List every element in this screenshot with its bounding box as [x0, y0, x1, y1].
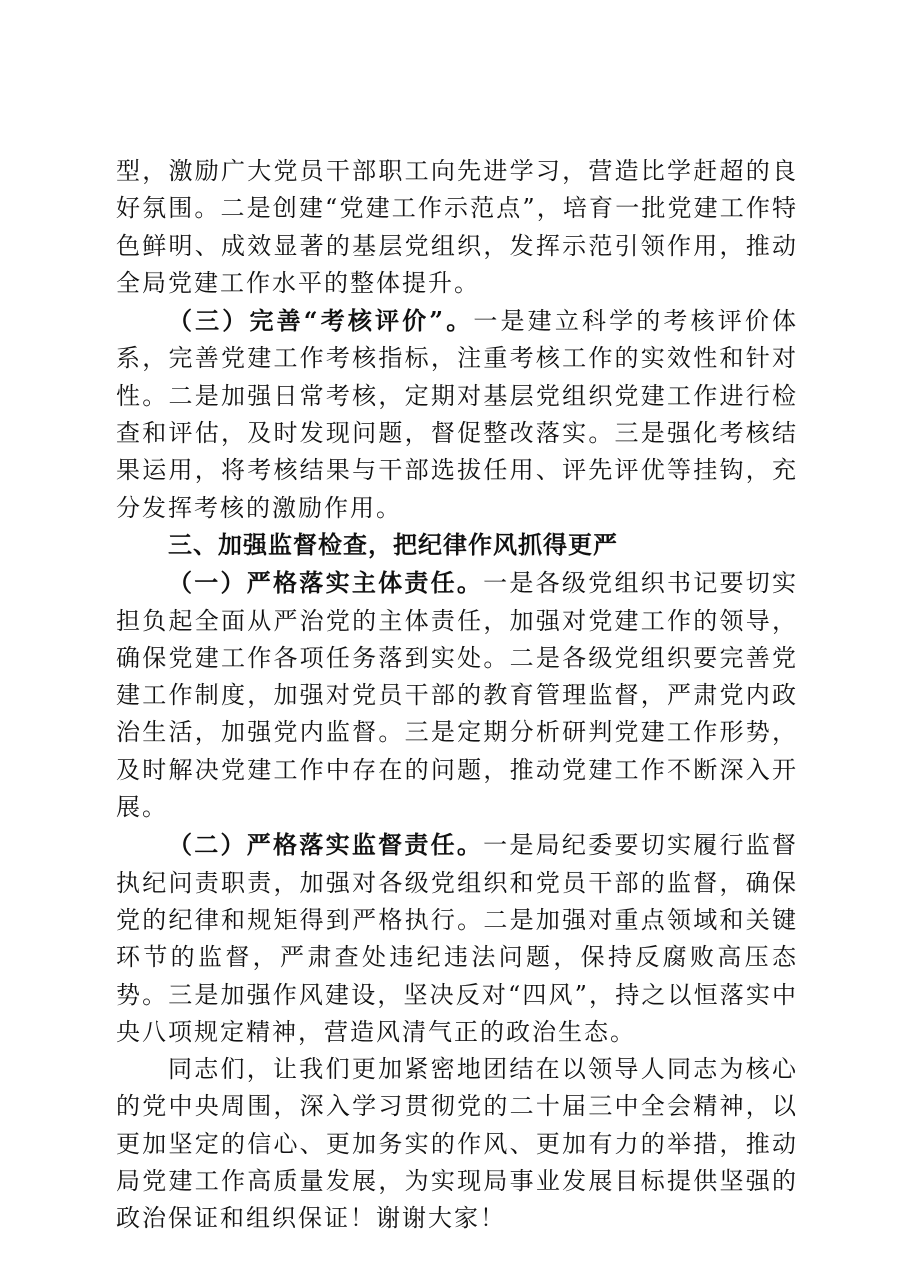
paragraph-main-responsibility: [116, 564, 798, 826]
paragraph-main-responsibility-body: 一是各级党组织书记要切实担负起全面从严治党的主体责任，加强对党建工作的领导，确保党建工作各项任务落到实处。二是各级党组织要完善党建工作制度，加强对党员干部的教育管理监督，严肃党内政治生活，加强党内监督。三是定期分析研判党建工作形势，及时解决党建工作中存在的问题，推动党建工作不断深入开展。: [116, 569, 799, 822]
paragraph-supervision-responsibility: [116, 826, 798, 1051]
document-body: [116, 153, 798, 1238]
paragraph-supervision-responsibility-lead: （二）严格落实监督责任。: [168, 830, 484, 860]
section-heading-three: 三、加强监督检查，把纪律作风抓得更严: [168, 530, 618, 559]
paragraph-assessment: [116, 302, 798, 527]
paragraph-closing: 同志们，让我们更加紧密地团结在以领导人同志为核心的党中央周围，深入学习贯彻党的二十届三中全会精神，以更加坚定的信心、更加务实的作风、更加有力的举措，推动局党建工作高质量发展，为实现局事业发展目标提供坚强的政治保证和组织保证！谢谢大家！: [116, 1055, 798, 1233]
paragraph-main-responsibility-lead: （一）严格落实主体责任。: [168, 568, 484, 598]
paragraph-supervision-responsibility-body: 一是局纪委要切实履行监督执纪问责职责，加强对各级党组织和党员干部的监督，确保党的纪律和规矩得到严格执行。二是加强对重点领域和关键环节的监督，严肃查处违纪违法问题，保持反腐败高压态势。三是加强作风建设，坚决反对“四风”，持之以恒落实中央八项规定精神，营造风清气正的政治生态。: [116, 831, 799, 1046]
paragraph-assessment-body: 一是建立科学的考核评价体系，完善党建工作考核指标，注重考核工作的实效性和针对性。二是加强日常考核，定期对基层党组织党建工作进行检查和评估，及时发现问题，督促整改落实。三是强化考核结果运用，将考核结果与干部选拔任用、评先评优等挂钩，充分发挥考核的激励作用。: [116, 307, 799, 522]
paragraph-assessment-lead: （三）完善“考核评价”。: [168, 306, 474, 336]
paragraph-continuation: 型，激励广大党员干部职工向先进学习，营造比学赶超的良好氛围。二是创建“党建工作示范点”，培育一批党建工作特色鲜明、成效显著的基层党组织，发挥示范引领作用，推动全局党建工作水平的整体提升。: [116, 157, 798, 297]
